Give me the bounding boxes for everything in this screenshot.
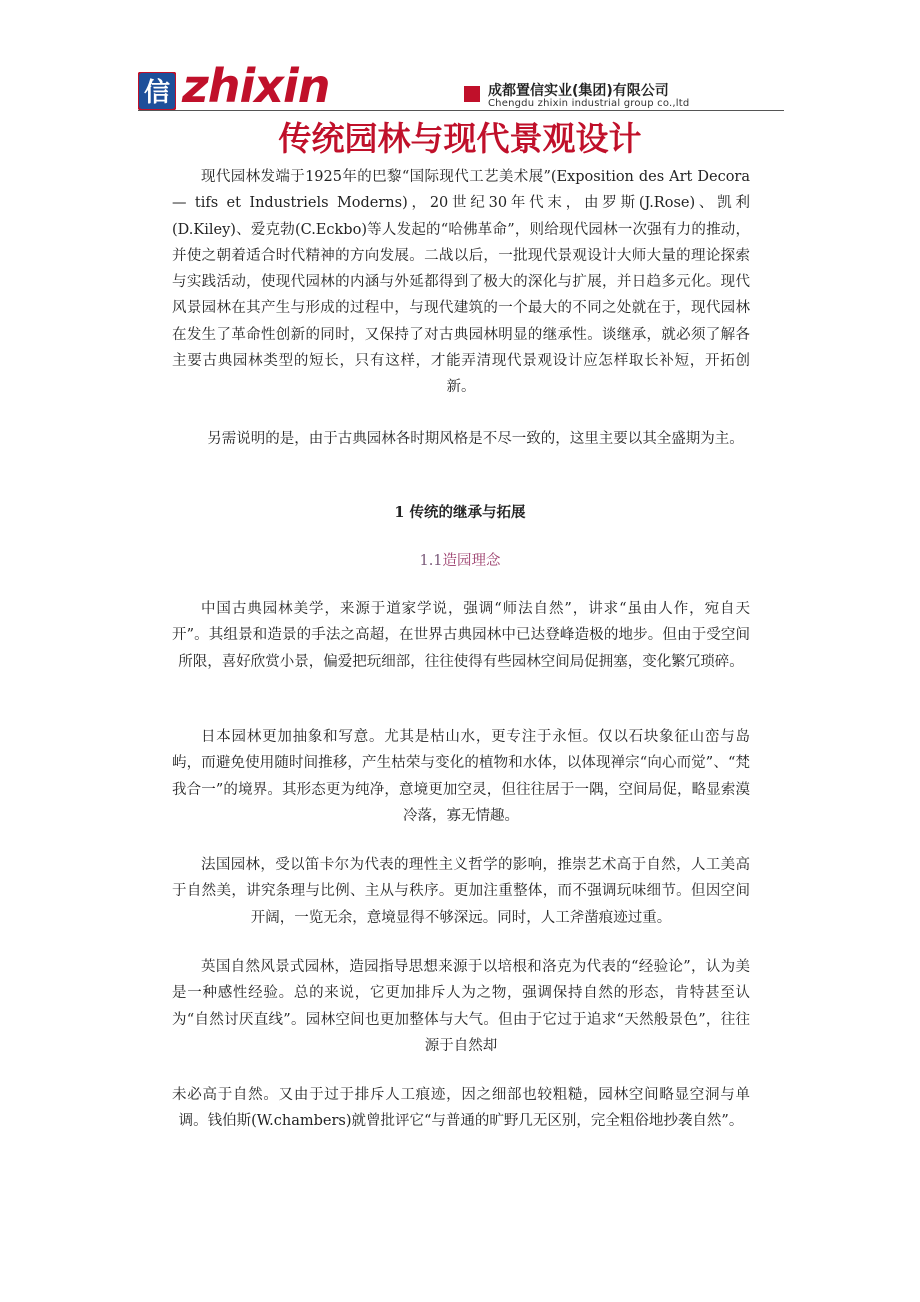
paragraph-english-garden: 英国自然风景式园林，造园指导思想来源于以培根和洛克为代表的“经验论”，认为美是一种感性经验。总的来说，它更加排斥人为之物，强调保持自然的形态，肯特甚至认为“自然讨厌直线”。园林空间也更加整体与大气。但由于它过于追求“天然般景色”，往往源于自然却 xyxy=(172,959,750,1054)
subsection-number: 1.1 xyxy=(419,553,443,569)
letterhead xyxy=(138,59,784,113)
note-paragraph: 另需说明的是，由于古典园林各时期风格是不尽一致的，这里主要以其全盛期为主。 xyxy=(207,431,744,447)
header-divider xyxy=(138,110,784,111)
page-title: 传统园林与现代景观设计 xyxy=(278,119,642,158)
paragraph-french-garden: 法国园林，受以笛卡尔为代表的理性主义哲学的影响，推崇艺术高于自然，人工美高于自然美，讲究条理与比例、主从与秩序。更加注重整体，而不强调玩味细节。但因空间开阔，一览无余，意境显得不够深远。同时，人工斧凿痕迹过重。 xyxy=(172,857,750,926)
subsection-heading xyxy=(0,550,920,572)
section-heading-text: 1 传统的继承与拓展 xyxy=(394,504,526,521)
logo-glyph: 信 xyxy=(143,78,171,108)
company-name-en: Chengdu zhixin industrial group co.,ltd xyxy=(488,98,690,109)
section-heading xyxy=(0,502,920,524)
company-name-cn: 成都置信实业(集团)有限公司 xyxy=(488,83,669,99)
subsection-title: 造园理念 xyxy=(442,553,501,569)
paragraph-japanese-garden: 日本园林更加抽象和写意。尤其是枯山水，更专注于永恒。仅以石块象征山峦与岛屿，而避免使用随时间推移，产生枯荣与变化的植物和水体，以体现禅宗“向心而觉”、“梵我合一”的境界。其形态更为纯净，意境更加空灵，但往往居于一隅，空间局促，略显索漠冷落，寡无情趣。 xyxy=(172,729,750,824)
logo-square-mark xyxy=(464,86,480,102)
logo-wordmark: zhixin xyxy=(182,59,330,113)
paragraph-english-garden-cont: 未必高于自然。又由于过于排斥人工痕迹，因之细部也较粗糙，园林空间略显空洞与单调。钱伯斯(W.chambers)就曾批评它“与普通的旷野几无区别，完全粗俗地抄袭自然”。 xyxy=(172,1087,750,1130)
zhixin-logo-icon xyxy=(138,72,176,110)
intro-paragraph: 现代园林发端于1925年的巴黎“国际现代工艺美术展”(Exposition des Art Decora — tifs et Industriels Moderns)，20世纪30年代末，由罗斯(J.Rose)、凯利(D.Kiley)、爱克勃(C.Eckbo)等人发起的“哈佛革命”，则给现代园林一次强有力的推动，并使之朝着适合时代精神的方向发展。二战以后，一批现代景观设计大师大量的理论探索与实践活动，使现代园林的内涵与外延都得到了极大的深化与扩展，并日趋多元化。现代风景园林在其产生与形成的过程中，与现代建筑的一个最大的不同之处就在于，现代园林在发生了革命性创新的同时，又保持了对古典园林明显的继承性。谈继承，就必须了解各主要古典园林类型的短长，只有这样，才能弄清现代景观设计应怎样取长补短，开拓创新。 xyxy=(172,169,750,396)
paragraph-chinese-garden: 中国古典园林美学，来源于道家学说，强调“师法自然”，讲求“虽由人作，宛自天开”。其组景和造景的手法之高超，在世界古典园林中已达登峰造极的地步。但由于受空间所限，喜好欣赏小景，偏爱把玩细部，往往使得有些园林空间局促拥塞，变化繁冗琐碎。 xyxy=(172,601,750,670)
